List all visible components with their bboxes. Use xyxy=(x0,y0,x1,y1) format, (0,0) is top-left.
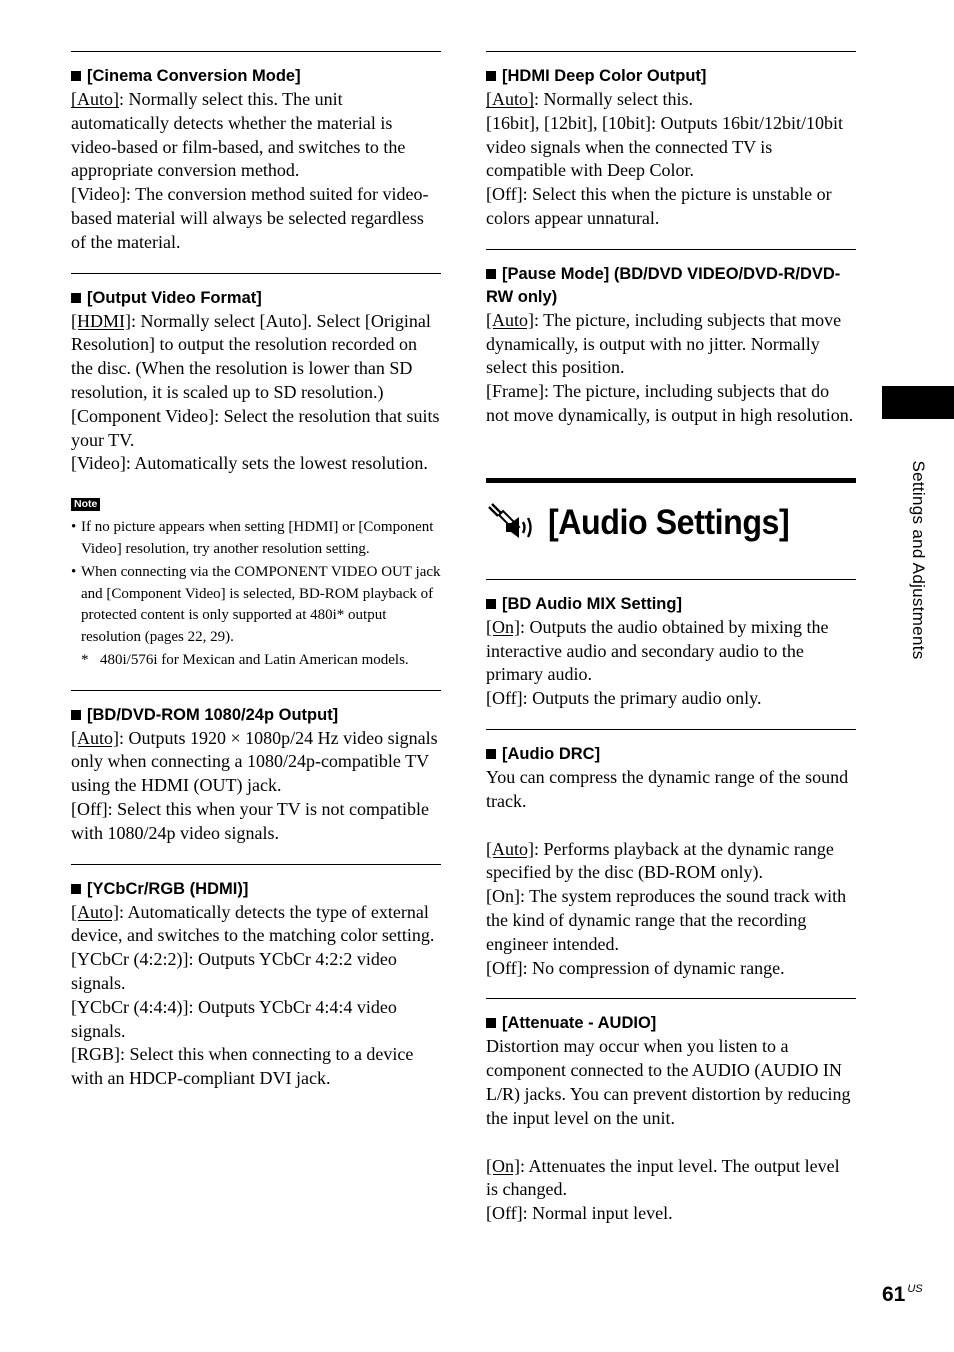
right-sections-continued xyxy=(486,579,856,1226)
section-paragraph: [Auto]: Performs playback at the dynamic range specified by the disc (BD-ROM only). xyxy=(486,838,834,883)
section-paragraph: [Video]: Automatically sets the lowest resolution. xyxy=(71,453,428,474)
section-paragraph: You can compress the dynamic range of the sound track. xyxy=(486,766,849,811)
default-option: [Auto] xyxy=(71,901,119,922)
square-bullet-icon xyxy=(486,599,496,609)
section-paragraph: [Auto]: Automatically detects the type of external device, and switches to the matching color setting. xyxy=(71,901,435,946)
section-title: [HDMI Deep Color Output] xyxy=(486,65,856,88)
section-title: [BD Audio MIX Setting] xyxy=(486,593,856,616)
audio-settings-heading xyxy=(486,478,856,555)
note-label: Note xyxy=(71,498,100,511)
section-paragraph: [Auto]: Normally select this. The unit automatically detects whether the material is video-based or film-based, and switches to the appropriate conversion method. xyxy=(71,89,406,181)
settings-section xyxy=(71,273,441,477)
square-bullet-icon xyxy=(71,884,81,894)
default-option: [HDMI] xyxy=(71,310,131,331)
footnote-mark: * xyxy=(81,652,89,669)
settings-section xyxy=(71,864,441,1091)
settings-section xyxy=(486,729,856,980)
section-title: [Pause Mode] (BD/DVD VIDEO/DVD-R/DVD-RW only) xyxy=(486,264,841,306)
square-bullet-icon xyxy=(486,1018,496,1028)
square-bullet-icon xyxy=(486,71,496,81)
square-bullet-icon xyxy=(71,710,81,720)
default-option: [Auto] xyxy=(486,838,534,859)
settings-section xyxy=(486,579,856,711)
section-paragraph: [16bit], [12bit], [10bit]: Outputs 16bit/12bit/10bit video signals when the connected TV is compatible with Deep Color. xyxy=(486,112,843,181)
right-column xyxy=(486,51,856,1244)
paragraph-gap xyxy=(486,1131,856,1155)
section-paragraph: [Off]: Select this when your TV is not compatible with 1080/24p video signals. xyxy=(71,799,429,843)
settings-speaker-icon xyxy=(486,501,538,545)
default-option: [Auto] xyxy=(71,727,119,748)
settings-section xyxy=(71,690,441,846)
settings-section xyxy=(486,51,856,231)
square-bullet-icon xyxy=(486,749,496,759)
section-title: [Audio DRC] xyxy=(486,743,856,766)
default-option: [On] xyxy=(486,616,520,637)
section-paragraph: [On]: Outputs the audio obtained by mixing the interactive audio and secondary audio to the primary audio. xyxy=(486,616,829,685)
section-paragraph: [YCbCr (4:2:2)]: Outputs YCbCr 4:2:2 video signals. xyxy=(71,949,397,994)
default-option: [On] xyxy=(486,1155,520,1176)
section-paragraph: [Frame]: The picture, including subjects that do not move dynamically, is output in high resolution. xyxy=(486,381,854,425)
paragraph-gap xyxy=(486,814,856,838)
section-paragraph: [Video]: The conversion method suited for video-based material will always be selected regardless of the material. xyxy=(71,184,429,252)
section-paragraph: [Off]: Normal input level. xyxy=(486,1203,673,1224)
right-sections xyxy=(486,51,856,428)
settings-section xyxy=(71,51,441,255)
default-option: [Auto] xyxy=(71,89,119,109)
note-block xyxy=(71,494,441,672)
section-paragraph: [On]: The system reproduces the sound track with the kind of dynamic range that the recording engineer intended. xyxy=(486,886,847,954)
left-sections xyxy=(71,51,441,476)
section-paragraph: [RGB]: Select this when connecting to a device with an HDCP-compliant DVI jack. xyxy=(71,1044,414,1089)
section-paragraph: [Off]: Outputs the primary audio only. xyxy=(486,688,762,709)
section-tab-label: Settings and Adjustments xyxy=(909,460,928,660)
page-number-suffix: US xyxy=(907,1283,923,1295)
left-sections-continued xyxy=(71,690,441,1091)
note-item: • If no picture appears when setting [HDMI] or [Component Video] resolution, try another resolution setting. xyxy=(71,519,434,557)
section-tab-marker xyxy=(882,386,954,419)
footnote: * 480i/576i for Mexican and Latin American models. xyxy=(71,650,441,672)
section-title: [BD/DVD-ROM 1080/24p Output] xyxy=(71,704,441,727)
section-paragraph: [Auto]: Normally select this. xyxy=(486,89,693,109)
note-item: • When connecting via the COMPONENT VIDEO OUT jack and [Component Video] is selected, BD-ROM playback of protected content is only supported at 480i* output resolution (pages 22, 29). xyxy=(71,564,441,645)
section-paragraph: [Off]: Select this when the picture is unstable or colors appear unnatural. xyxy=(486,184,832,228)
section-paragraph: [YCbCr (4:4:4)]: Outputs YCbCr 4:4:4 video signals. xyxy=(71,996,397,1041)
default-option: [Auto] xyxy=(486,89,534,109)
section-title: [YCbCr/RGB (HDMI)] xyxy=(71,878,441,901)
left-column xyxy=(71,51,441,1109)
page-heading: [Audio Settings] xyxy=(548,502,790,542)
square-bullet-icon xyxy=(71,293,81,303)
square-bullet-icon xyxy=(71,71,81,81)
section-title: [Output Video Format] xyxy=(71,287,441,310)
section-paragraph: [On]: Attenuates the input level. The output level is changed. xyxy=(486,1155,840,1200)
settings-section xyxy=(486,998,856,1226)
section-title: [Attenuate - AUDIO] xyxy=(486,1012,856,1035)
section-paragraph: [HDMI]: Normally select [Auto]. Select [Original Resolution] to output the resolution recorded on the disc. (When the resolution is lower than SD resolution, it is scaled up to SD resolution.) xyxy=(71,310,431,402)
square-bullet-icon xyxy=(486,269,496,279)
settings-section xyxy=(486,249,856,428)
section-paragraph: Distortion may occur when you listen to a component connected to the AUDIO (AUDIO IN L/R) jacks. You can prevent distortion by reducing the input level on the unit. xyxy=(486,1036,851,1128)
section-paragraph: [Auto]: Outputs 1920 × 1080p/24 Hz video signals only when connecting a 1080/24p-compatible TV using the HDMI (OUT) jack. xyxy=(71,727,438,796)
section-paragraph: [Off]: No compression of dynamic range. xyxy=(486,957,785,978)
default-option: [Auto] xyxy=(486,309,534,330)
section-paragraph: [Component Video]: Select the resolution that suits your TV. xyxy=(71,405,440,450)
page-number: 61 $^{US}$ xyxy=(882,1283,923,1306)
section-paragraph: [Auto]: The picture, including subjects that move dynamically, is output with no jitter. Normally select this position. xyxy=(486,309,842,378)
section-title: [Cinema Conversion Mode] xyxy=(71,65,441,88)
